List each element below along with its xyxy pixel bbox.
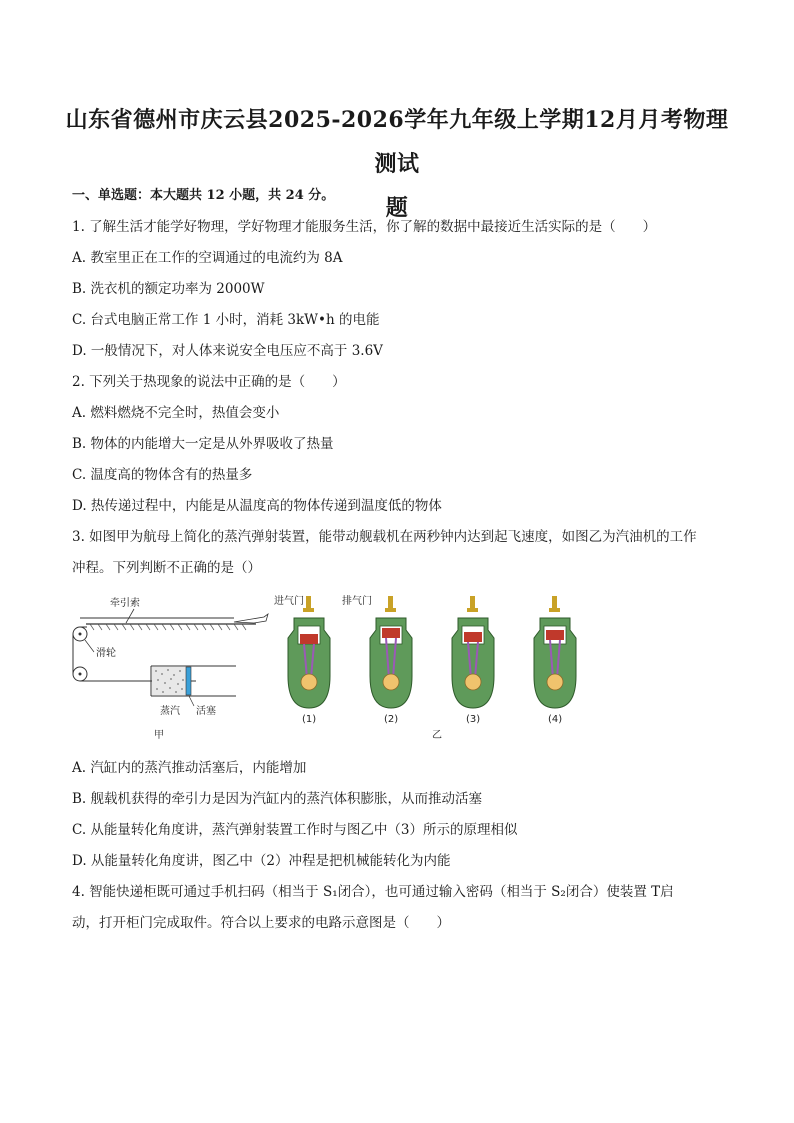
question-3-option-b: B. 舰载机获得的牵引力是因为汽缸内的蒸汽体积膨胀，从而推动活塞: [72, 791, 483, 807]
stroke-label-3: (3): [466, 714, 481, 725]
question-3-figure: [66, 590, 606, 740]
engine-stroke-4: [534, 596, 576, 708]
aircraft-icon: [234, 614, 268, 623]
question-1-option-d: D. 一般情况下，对人体来说安全电压应不高于 3.6V: [72, 343, 383, 359]
question-4-stem-line-1: 4. 智能快递柜既可通过手机扫码（相当于 S₁闭合），也可通过输入密码（相当于 S₂闭合）使装置 T启: [72, 884, 674, 900]
stroke-label-4: (4): [548, 714, 563, 725]
label-pulley: 滑轮: [96, 648, 116, 659]
question-3-stem-line-1: 3. 如图甲为航母上简化的蒸汽弹射装置，能带动舰载机在两秒钟内达到起飞速度，如图乙为汽油机的工作: [72, 529, 697, 545]
stroke-label-2: (2): [384, 714, 399, 725]
label-rope: 牵引索: [110, 598, 140, 609]
question-2-option-d: D. 热传递过程中，内能是从温度高的物体传递到温度低的物体: [72, 498, 442, 514]
catapult-diagram: [73, 596, 268, 740]
question-1-stem: 1. 了解生活才能学好物理，学好物理才能服务生活，你了解的数据中最接近生活实际的是（ ）: [72, 219, 657, 235]
title-line-1: 山东省德州市庆云县2025-2026学年九年级上学期12月月考物理测试: [65, 107, 729, 177]
engine-stroke-2: [370, 596, 412, 708]
question-3-stem-line-2: 冲程。下列判断不正确的是（）: [72, 560, 261, 576]
question-2-option-b: B. 物体的内能增大一定是从外界吸收了热量: [72, 436, 334, 452]
engine-stroke-1: [288, 596, 330, 708]
question-4-stem-line-2: 动，打开柜门完成取件。符合以上要求的电路示意图是（ ）: [72, 915, 450, 931]
question-3-option-c: C. 从能量转化角度讲，蒸汽弹射装置工作时与图乙中（3）所示的原理相似: [72, 822, 518, 838]
question-2-option-a: A. 燃料燃烧不完全时，热值会变小: [72, 405, 280, 421]
caption-a: 甲: [154, 730, 164, 740]
question-1-option-b: B. 洗衣机的额定功率为 2000W: [72, 281, 265, 297]
engine-stroke-3: [452, 596, 494, 708]
stroke-label-1: (1): [302, 714, 317, 725]
engine-strokes-diagram: [274, 594, 576, 740]
title-line-2: 题: [385, 195, 409, 221]
question-2-option-c: C. 温度高的物体含有的热量多: [72, 467, 253, 483]
question-1-option-a: A. 教室里正在工作的空调通过的电流约为 8A: [72, 250, 343, 266]
question-3-option-a: A. 汽缸内的蒸汽推动活塞后，内能增加: [72, 760, 307, 776]
question-1-option-c: C. 台式电脑正常工作 1 小时，消耗 3kW•h 的电能: [72, 312, 380, 328]
question-2-stem: 2. 下列关于热现象的说法中正确的是（ ）: [72, 374, 346, 390]
document-title: [60, 98, 734, 230]
caption-b: 乙: [432, 730, 442, 740]
label-intake: 进气门: [274, 596, 304, 607]
label-steam: 蒸汽: [160, 706, 180, 717]
question-3-option-d: D. 从能量转化角度讲，图乙中（2）冲程是把机械能转化为内能: [72, 853, 451, 869]
section-header: 一、单选题：本大题共 12 小题，共 24 分。: [72, 188, 335, 203]
label-exhaust: 排气门: [342, 596, 372, 607]
label-piston: 活塞: [196, 706, 216, 717]
